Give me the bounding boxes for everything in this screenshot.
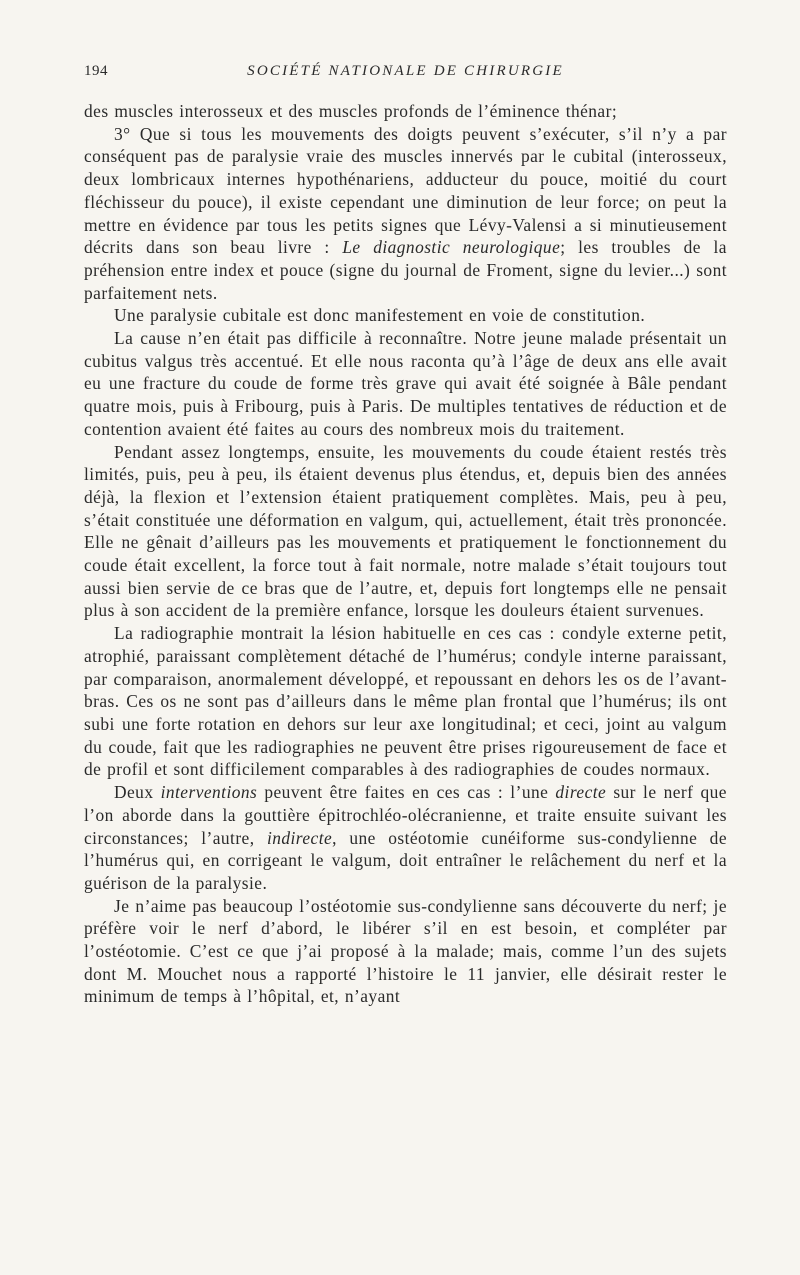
- text-segment: , une ostéotomie cunéiforme sus-condylienne de l’humérus qui, en corrigeant le valgum, doit entraîner le relâchement du nerf et la guérison de la paralysie.: [84, 827, 727, 893]
- italic-text: Le diagnostic neurologique: [342, 237, 561, 258]
- page-number: 194: [84, 63, 108, 79]
- text-segment: ; les troubles de la préhension entre index et pouce (signe du journal de Froment, signe du levier...) sont parfaitement nets.: [84, 237, 727, 303]
- text-segment: Une paralysie cubitale est donc manifestement en voie de constitution.: [114, 305, 646, 326]
- italic-text: indirecte: [266, 827, 333, 848]
- text-segment: Deux: [114, 782, 161, 803]
- text-segment: peuvent être faites en ces cas : l’une: [257, 782, 556, 803]
- text-segment: Pendant assez longtemps, ensuite, les mouvements du coude étaient restés très limités, puis, peu à peu, ils étaient devenus plus étendus, et, depuis bien des années déjà, la flexion et l’extension étaient pratiquement complètes. Mais, peu à peu, s’était constituée une déformation en valgum, qui, actuellement, était très prononcée. Elle ne gênait d’ailleurs pas les mouvements et pratiquement le fonctionnement du coude était excellent, la force tout à fait normale, notre malade s’était toujours tout aussi bien servie de ce bras que de l’autre, et, depuis fort longtemps elle ne pensait plus à son accident de la première enfance, lorsque les douleurs étaient survenues.: [84, 441, 727, 621]
- paragraph-p1: [84, 100, 727, 123]
- text-segment: 3° Que si tous les mouvements des doigts peuvent s’exécuter, s’il n’y a par conséquent pas de paralysie vraie des muscles innervés par le cubital (interosseux, deux lombricaux internes hypothénariens, adducteur du pouce, moitié du court fléchisseur du pouce), il existe cependant une diminution de leur force; on peut la mettre en évidence par tous les petits signes que Lévy-Valensi a si minutieusement décrits dans son beau livre :: [84, 123, 727, 258]
- text-segment: sur le nerf que l’on aborde dans la gouttière épitrochléo-olécranienne, et traite ensuite suivant les circonstances; l’autre,: [84, 782, 727, 848]
- paragraph-p6: [84, 622, 727, 781]
- text-segment: Je n’aime pas beaucoup l’ostéotomie sus-condylienne sans découverte du nerf; je préfère voir le nerf d’abord, le libérer s’il en est besoin, et compléter par l’ostéotomie. C’est ce que j’ai proposé à la malade; mais, comme l’un des sujets dont M. Mouchet nous a rapporté l’histoire le 11 janvier, elle désirait rester le minimum de temps à l’hôpital, et, n’ayant: [84, 895, 727, 1007]
- text-segment: des muscles interosseux et des muscles profonds de l’éminence thénar;: [84, 101, 618, 121]
- paragraph-p8: [84, 895, 727, 1009]
- italic-text: interventions: [160, 782, 258, 803]
- italic-text: directe: [555, 782, 607, 803]
- paragraph-p5: [84, 441, 727, 623]
- paragraph-p7: [84, 781, 727, 895]
- page-header: [84, 63, 727, 85]
- paragraph-p2: [84, 123, 727, 305]
- body-text: [84, 100, 727, 1008]
- text-segment: La radiographie montrait la lésion habituelle en ces cas : condyle externe petit, atrophié, paraissant complètement détaché de l’humérus; condyle interne paraissant, par comparaison, anormalement développé, et repoussant en dehors les os de l’avant-bras. Ces os ne sont pas d’ailleurs dans le même plan frontal que l’humérus; ils ont subi une forte rotation en dehors sur leur axe longitudinal; et ceci, joint au valgum du coude, fait que les radiographies ne peuvent être prises rigoureusement de face et de profil et sont difficilement comparables à des radiographies de coudes normaux.: [84, 623, 727, 780]
- text-segment: La cause n’en était pas difficile à reconnaître. Notre jeune malade présentait un cubitus valgus très accentué. Et elle nous raconta qu’à l’âge de deux ans elle avait eu une fracture du coude de forme très grave qui avait été soignée à Bâle pendant quatre mois, puis à Fribourg, puis à Paris. De multiples tentatives de réduction et de contention avaient été faites au cours des nombreux mois du traitement.: [84, 328, 727, 439]
- paragraph-p3: [84, 304, 727, 327]
- paragraph-p4: [84, 327, 727, 441]
- running-title: SOCIÉTÉ NATIONALE DE CHIRURGIE: [247, 63, 564, 79]
